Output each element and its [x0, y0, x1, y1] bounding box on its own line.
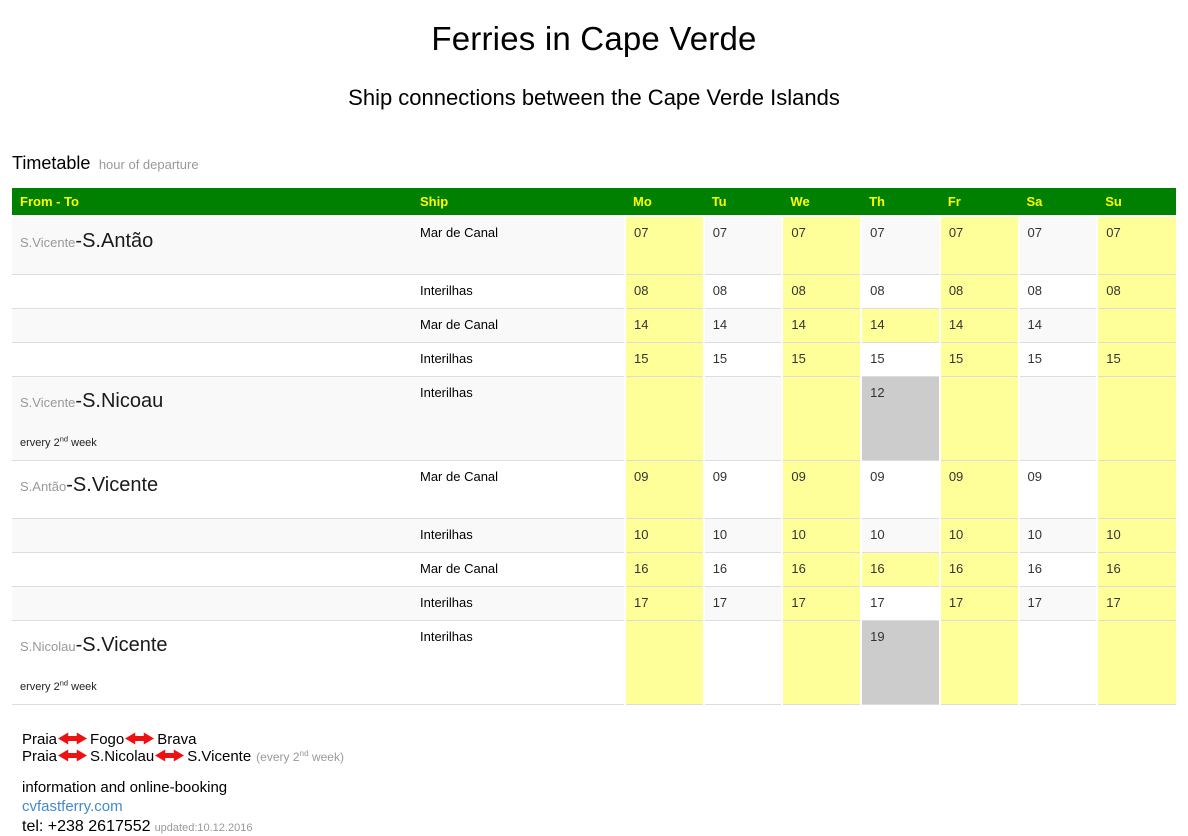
route-destination: -S.Vicente	[75, 633, 168, 656]
footer-route-line	[22, 731, 1176, 748]
footer-stop: Fogo	[90, 730, 125, 748]
route-frequency-note: ervery 2nd week	[20, 677, 97, 693]
ship-name: Interilhas	[412, 376, 625, 460]
double-arrow-icon	[125, 732, 154, 745]
timetable-subheading: hour of departure	[98, 157, 199, 172]
footer-stop: Praia	[22, 730, 58, 748]
double-arrow-icon	[155, 749, 184, 762]
departure-cell-sa: 15	[1019, 342, 1098, 376]
departure-cell-tu: 09	[704, 460, 783, 518]
route-destination: -S.Nicoau	[75, 389, 164, 412]
departure-cell-su	[1097, 308, 1176, 342]
departure-cell-mo: 07	[625, 216, 704, 274]
departure-cell-sa	[1019, 376, 1098, 460]
departure-cell-we: 16	[782, 552, 861, 586]
departure-cell-mo: 10	[625, 518, 704, 552]
departure-cell-we	[782, 376, 861, 460]
ship-name: Mar de Canal	[412, 460, 625, 518]
departure-cell-fr: 15	[940, 342, 1019, 376]
ship-name: Interilhas	[412, 274, 625, 308]
departure-cell-fr	[940, 620, 1019, 704]
ferry-timetable	[12, 188, 1176, 705]
departure-cell-mo	[625, 376, 704, 460]
departure-cell-th: 12	[861, 376, 940, 460]
route-cell	[12, 274, 412, 308]
departure-cell-su: 07	[1097, 216, 1176, 274]
route-origin: S.Nicolau	[20, 638, 76, 654]
column-header-mo: Mo	[625, 188, 704, 216]
departure-cell-tu: 17	[704, 586, 783, 620]
footer-stop: S.Vicente	[187, 747, 252, 765]
departure-cell-tu: 14	[704, 308, 783, 342]
departure-cell-fr: 09	[940, 460, 1019, 518]
departure-cell-su: 15	[1097, 342, 1176, 376]
ship-name: Interilhas	[412, 620, 625, 704]
departure-cell-tu	[704, 620, 783, 704]
departure-cell-mo: 08	[625, 274, 704, 308]
departure-cell-mo	[625, 620, 704, 704]
departure-cell-we: 14	[782, 308, 861, 342]
departure-cell-sa: 16	[1019, 552, 1098, 586]
footer-stop: Praia	[22, 747, 58, 765]
route-origin: S.Vicente	[20, 235, 76, 250]
route-cell	[12, 376, 412, 460]
route-cell	[12, 518, 412, 552]
column-header-th: Th	[861, 188, 940, 216]
table-row	[12, 308, 1176, 342]
route-cell	[12, 460, 412, 518]
departure-cell-th: 07	[861, 216, 940, 274]
departure-cell-th: 08	[861, 274, 940, 308]
departure-cell-sa: 10	[1019, 518, 1098, 552]
column-header-we: We	[782, 188, 861, 216]
departure-cell-fr: 07	[940, 216, 1019, 274]
footer	[22, 731, 1176, 836]
double-arrow-icon	[58, 732, 87, 745]
departure-cell-th: 19	[861, 620, 940, 704]
route-origin: S.Antão	[20, 478, 67, 494]
route-destination: -S.Antão	[75, 230, 154, 252]
departure-cell-we	[782, 620, 861, 704]
departure-cell-sa: 09	[1019, 460, 1098, 518]
departure-cell-tu: 07	[704, 216, 783, 274]
ordinal-superscript: nd	[59, 433, 69, 443]
departure-cell-fr: 16	[940, 552, 1019, 586]
footer-stop: S.Nicolau	[90, 747, 155, 765]
ship-name: Mar de Canal	[412, 552, 625, 586]
column-header-ship: Ship	[412, 188, 625, 216]
departure-cell-sa: 17	[1019, 586, 1098, 620]
table-header-row	[12, 188, 1176, 216]
column-header-fr: Fr	[940, 188, 1019, 216]
table-row	[12, 216, 1176, 274]
page-title: Ferries in Cape Verde	[431, 20, 757, 57]
departure-cell-fr: 17	[940, 586, 1019, 620]
departure-cell-th: 14	[861, 308, 940, 342]
departure-cell-mo: 17	[625, 586, 704, 620]
table-row	[12, 342, 1176, 376]
route-frequency-note: ervery 2nd week	[20, 433, 97, 449]
footer-routes	[22, 731, 1176, 766]
telephone-line	[22, 818, 1176, 836]
table-row	[12, 460, 1176, 518]
table-row	[12, 552, 1176, 586]
table-row	[12, 518, 1176, 552]
departure-cell-th: 15	[861, 342, 940, 376]
departure-cell-we: 07	[782, 216, 861, 274]
departure-cell-fr: 10	[940, 518, 1019, 552]
booking-info: information and online-booking	[22, 778, 228, 796]
ship-name: Interilhas	[412, 586, 625, 620]
ordinal-superscript: nd	[59, 677, 69, 687]
departure-cell-su: 10	[1097, 518, 1176, 552]
page-subtitle: Ship connections between the Cape Verde Islands	[348, 85, 840, 110]
telephone-number: tel: +238 2617552	[22, 817, 151, 835]
departure-cell-mo: 14	[625, 308, 704, 342]
departure-cell-su: 08	[1097, 274, 1176, 308]
column-header-su: Su	[1097, 188, 1176, 216]
departure-cell-th: 09	[861, 460, 940, 518]
departure-cell-sa: 14	[1019, 308, 1098, 342]
departure-cell-tu: 08	[704, 274, 783, 308]
departure-cell-we: 15	[782, 342, 861, 376]
departure-cell-sa: 08	[1019, 274, 1098, 308]
ship-name: Mar de Canal	[412, 216, 625, 274]
departure-cell-th: 17	[861, 586, 940, 620]
ship-name: Mar de Canal	[412, 308, 625, 342]
page	[0, 20, 1188, 836]
column-header-fromto: From - To	[12, 188, 412, 216]
route-cell	[12, 586, 412, 620]
route-cell	[12, 308, 412, 342]
departure-cell-mo: 09	[625, 460, 704, 518]
route-cell	[12, 620, 412, 704]
departure-cell-tu	[704, 376, 783, 460]
departure-cell-tu: 16	[704, 552, 783, 586]
timetable-heading: Timetable	[12, 153, 91, 173]
ship-name: Interilhas	[412, 342, 625, 376]
departure-cell-sa	[1019, 620, 1098, 704]
departure-cell-we: 17	[782, 586, 861, 620]
cvfastferry-link[interactable]: cvfastferry.com	[22, 797, 123, 815]
departure-cell-we: 09	[782, 460, 861, 518]
ship-name: Interilhas	[412, 518, 625, 552]
double-arrow-icon	[58, 749, 87, 762]
departure-cell-we: 08	[782, 274, 861, 308]
departure-cell-sa: 07	[1019, 216, 1098, 274]
departure-cell-tu: 10	[704, 518, 783, 552]
departure-cell-su	[1097, 620, 1176, 704]
route-destination: -S.Vicente	[66, 473, 159, 496]
route-cell	[12, 216, 412, 274]
footer-route-frequency: (every 2nd week)	[256, 748, 344, 764]
departure-cell-we: 10	[782, 518, 861, 552]
departure-cell-mo: 15	[625, 342, 704, 376]
departure-cell-su: 17	[1097, 586, 1176, 620]
table-row	[12, 586, 1176, 620]
table-row	[12, 274, 1176, 308]
departure-cell-mo: 16	[625, 552, 704, 586]
departure-cell-fr: 14	[940, 308, 1019, 342]
footer-route-line	[22, 748, 1176, 766]
departure-cell-th: 10	[861, 518, 940, 552]
column-header-tu: Tu	[704, 188, 783, 216]
departure-cell-fr	[940, 376, 1019, 460]
departure-cell-su	[1097, 376, 1176, 460]
departure-cell-fr: 08	[940, 274, 1019, 308]
departure-cell-su	[1097, 460, 1176, 518]
departure-cell-th: 16	[861, 552, 940, 586]
footer-stop: Brava	[157, 730, 197, 748]
route-cell	[12, 342, 412, 376]
timetable-section-head	[12, 153, 1176, 174]
ordinal-superscript: nd	[299, 748, 309, 758]
table-row	[12, 376, 1176, 460]
column-header-sa: Sa	[1019, 188, 1098, 216]
table-row	[12, 620, 1176, 704]
departure-cell-tu: 15	[704, 342, 783, 376]
route-origin: S.Vicente	[20, 394, 76, 410]
updated-date: updated:10.12.2016	[154, 821, 253, 834]
departure-cell-su: 16	[1097, 552, 1176, 586]
route-cell	[12, 552, 412, 586]
